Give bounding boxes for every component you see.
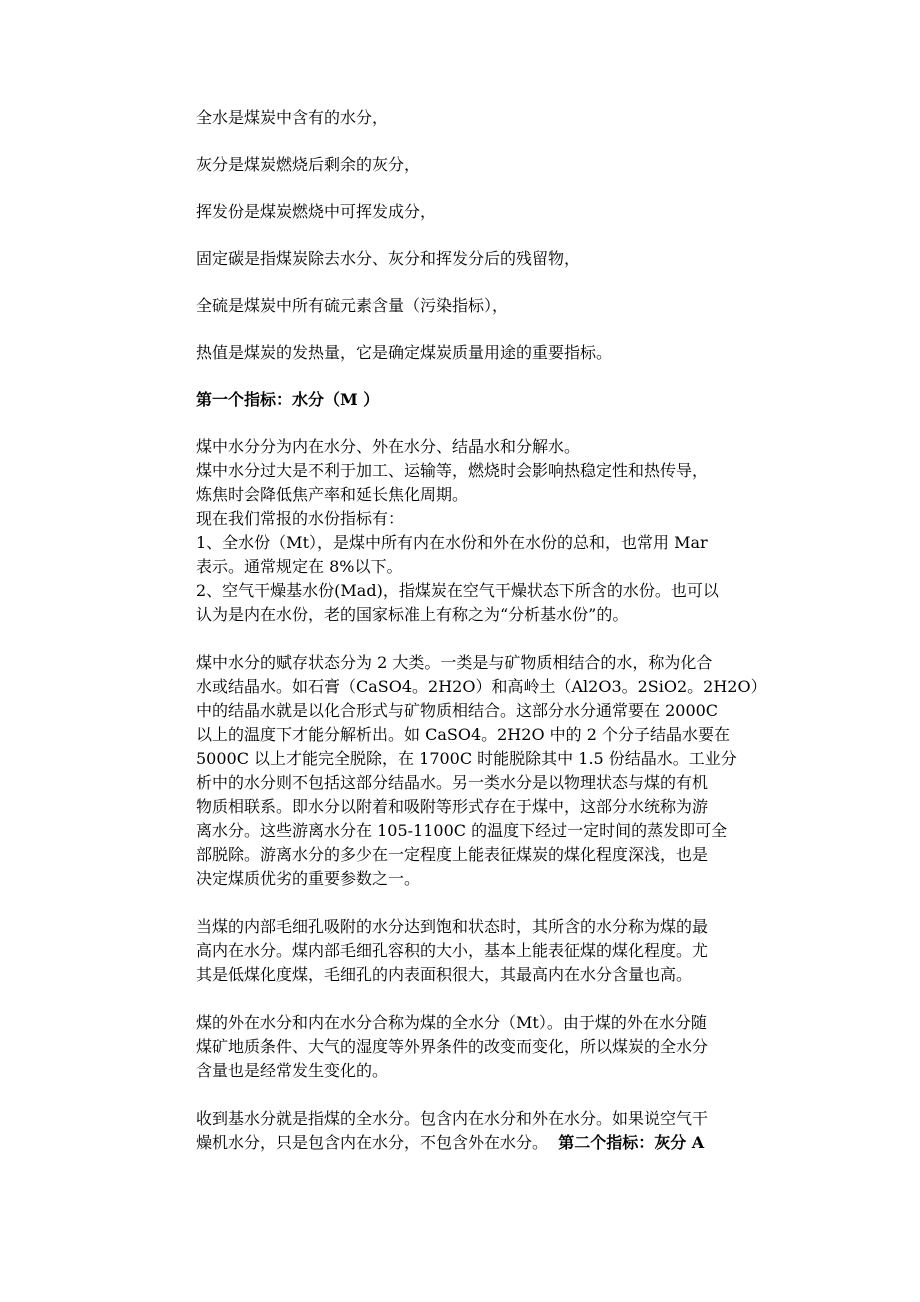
text-line: 中的结晶水就是以化合形式与矿物质相结合。这部分水分通常要在 2000C: [196, 701, 719, 720]
paragraph-moisture-overview: [196, 435, 790, 627]
text-line-with-heading: [196, 1131, 790, 1155]
text-line: 煤的外在水分和内在水分合称为煤的全水分（Mt）。由于煤的外在水分随: [196, 1013, 707, 1032]
text-line: 5000C 以上才能完全脱除，在 1700C 时能脱除其中 1.5 份结晶水。工业分: [196, 749, 737, 768]
text-line: 煤中水分的赋存状态分为 2 大类。一类是与矿物质相结合的水，称为化合: [196, 653, 713, 672]
text-line: 煤中水分过大是不利于加工、运输等，燃烧时会影响热稳定性和热传导，: [196, 461, 709, 480]
definition-calorific-value: 热值是煤炭的发热量，它是确定煤炭质量用途的重要指标。: [196, 343, 613, 362]
text-line: 收到基水分就是指煤的全水分。包含内在水分和外在水分。如果说空气干: [196, 1109, 709, 1128]
paragraph-as-received-moisture: [196, 1107, 790, 1155]
text-line: 其是低煤化度煤，毛细孔的内表面积很大，其最高内在水分含量也高。: [196, 965, 693, 984]
text-line: 认为是内在水份，老的国家标准上有称之为“分析基水份”的。: [196, 605, 629, 624]
text-line: 煤中水分分为内在水分、外在水分、结晶水和分解水。: [196, 437, 581, 456]
definition-ash: 灰分是煤炭燃烧后剩余的灰分，: [196, 155, 421, 174]
definition-volatile: 挥发份是煤炭燃烧中可挥发成分，: [196, 202, 437, 221]
text-line: 高内在水分。煤内部毛细孔容积的大小，基本上能表征煤的煤化程度。尤: [196, 941, 709, 960]
paragraph-max-inherent-moisture: [196, 915, 790, 987]
definition-fixed-carbon: 固定碳是指煤炭除去水分、灰分和挥发分后的残留物，: [196, 249, 581, 268]
text-line: 析中的水分则不包括这部分结晶水。另一类水分是以物理状态与煤的有机: [196, 773, 709, 792]
text-line: 2、空气干燥基水份(Mad)，指煤炭在空气干燥状态下所含的水份。也可以: [196, 581, 719, 600]
paragraph-total-moisture: [196, 1011, 790, 1083]
text-line: 水或结晶水。如石膏（CaSO4。2H2O）和高岭土（Al2O3。2SiO2。2H2O）: [196, 677, 767, 696]
text-line: 表示。通常规定在 8%以下。: [196, 557, 403, 576]
text-line: 离水分。这些游离水分在 105-1100C 的温度下经过一定时间的蒸发即可全: [196, 821, 728, 840]
text-line: 煤矿地质条件、大气的湿度等外界条件的改变而变化，所以煤炭的全水分: [196, 1037, 709, 1056]
definition-total-sulfur: 全硫是煤炭中所有硫元素含量（污染指标），: [196, 296, 509, 315]
paragraph-moisture-states: [196, 651, 790, 891]
intro-definitions: [196, 106, 790, 365]
text-line: 决定煤质优劣的重要参数之一。: [196, 869, 421, 888]
section-heading-ash: 第二个指标：灰分 A: [558, 1133, 705, 1152]
section-heading-moisture: 第一个指标：水分（M ）: [196, 390, 380, 409]
text-line: 现在我们常报的水份指标有：: [196, 509, 405, 528]
text-line: 以上的温度下才能分解析出。如 CaSO4。2H2O 中的 2 个分子结晶水要在: [196, 725, 730, 744]
text-line: 含量也是经常发生变化的。: [196, 1061, 389, 1080]
text-line: 部脱除。游离水分的多少在一定程度上能表征煤炭的煤化程度深浅，也是: [196, 845, 709, 864]
text-line: 燥机水分，只是包含内在水分，不包含外在水分。: [196, 1133, 549, 1152]
text-line: 物质相联系。即水分以附着和吸附等形式存在于煤中，这部分水统称为游: [196, 797, 709, 816]
text-line: 炼焦时会降低焦产率和延长焦化周期。: [196, 485, 469, 504]
text-line: 当煤的内部毛细孔吸附的水分达到饱和状态时，其所含的水分称为煤的最: [196, 917, 709, 936]
definition-total-moisture: 全水是煤炭中含有的水分，: [196, 108, 389, 127]
document-page: [196, 106, 790, 1155]
text-line: 1、全水份（Mt），是煤中所有内在水份和外在水份的总和，也常用 Mar: [196, 533, 708, 552]
